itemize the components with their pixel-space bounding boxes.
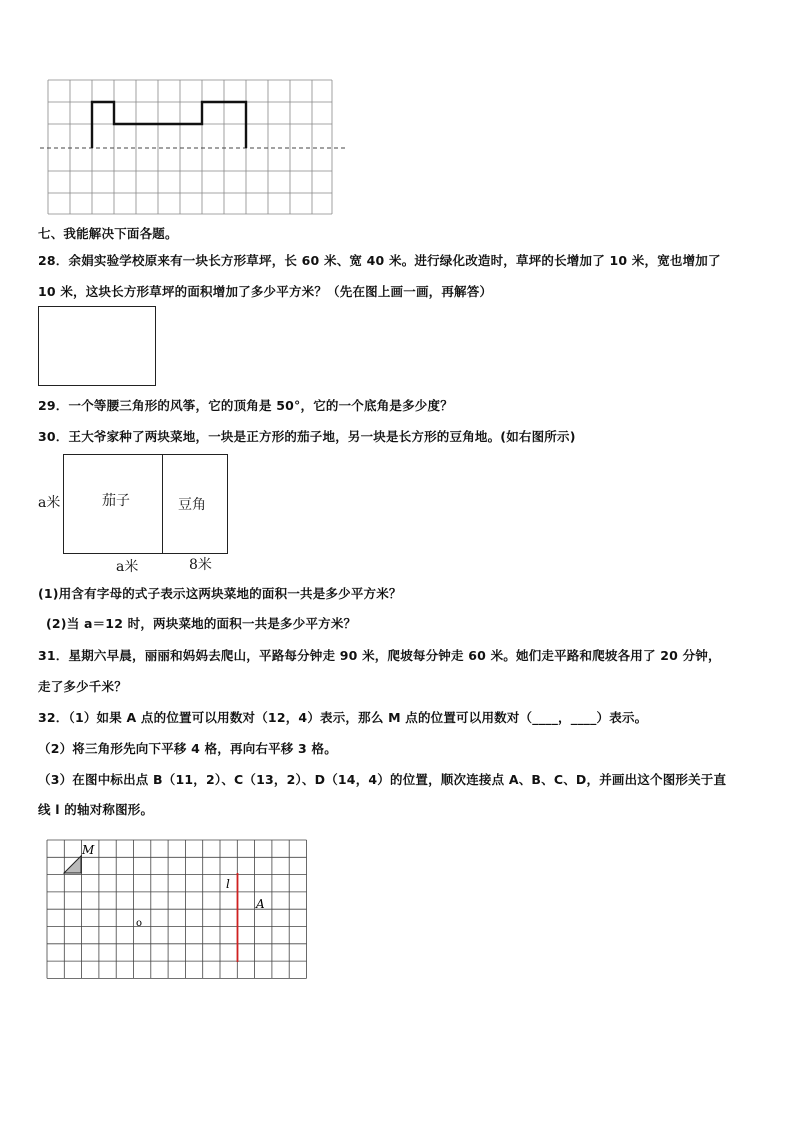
q28-text-line2: 10 米，这块长方形草坪的面积增加了多少平方米？（先在图上画一画，再解答） bbox=[38, 284, 493, 299]
eggplant-label: 茄子 bbox=[102, 493, 130, 509]
side-a-label: a米 bbox=[38, 495, 61, 511]
bottom-a-label: a米 bbox=[116, 559, 139, 575]
label-M: M bbox=[82, 843, 95, 857]
q31-text-line1: 31．星期六早晨，丽丽和妈妈去爬山，平路每分钟走 90 米，爬坡每分钟走 60 米。她们走平路和爬坡各用了 20 分钟， bbox=[38, 648, 721, 663]
q32-part2: （2）将三角形先向下平移 4 格，再向右平移 3 格。 bbox=[38, 741, 337, 756]
label-o: o bbox=[136, 918, 143, 929]
section-title: 七、我能解决下面各题。 bbox=[38, 226, 178, 241]
q30-figure bbox=[36, 452, 236, 576]
label-A: A bbox=[256, 897, 265, 911]
q30-text: 30．王大爷家种了两块菜地，一块是正方形的茄子地，另一块是长方形的豆角地。(如右图所示) bbox=[38, 429, 576, 444]
q29-text: 29．一个等腰三角形的风筝，它的顶角是 50°，它的一个底角是多少度？ bbox=[38, 398, 453, 413]
q30-part2: (2)当 a＝12 时，两块菜地的面积一共是多少平方米？ bbox=[46, 616, 357, 631]
q31-text-line2: 走了多少千米？ bbox=[38, 679, 127, 694]
q32-part3-line2: 线 l 的轴对称图形。 bbox=[38, 802, 154, 817]
q32-part1: 32．（1）如果 A 点的位置可以用数对（12，4）表示，那么 M 点的位置可以用数对（____，____）表示。 bbox=[38, 710, 648, 725]
q28-lawn-rectangle bbox=[38, 306, 156, 386]
beans-label: 豆角 bbox=[178, 497, 206, 513]
q32-part3-line1: （3）在图中标出点 B（11，2）、C（13，2）、D（14，4）的位置，顺次连接点 A、B、C、D，并画出这个图形关于直 bbox=[38, 772, 727, 787]
q30-part1: (1)用含有字母的式子表示这两块菜地的面积一共是多少平方米？ bbox=[38, 586, 402, 601]
bottom-8-label: 8米 bbox=[189, 557, 212, 573]
q32-grid bbox=[44, 838, 312, 984]
top-grid-figure bbox=[40, 78, 346, 218]
triangle-shape bbox=[64, 856, 81, 873]
q28-text-line1: 28．余娟实验学校原来有一块长方形草坪，长 60 米、宽 40 米。进行绿化改造时，草坪的长增加了 10 米，宽也增加了 bbox=[38, 253, 721, 268]
label-l: l bbox=[226, 877, 230, 891]
